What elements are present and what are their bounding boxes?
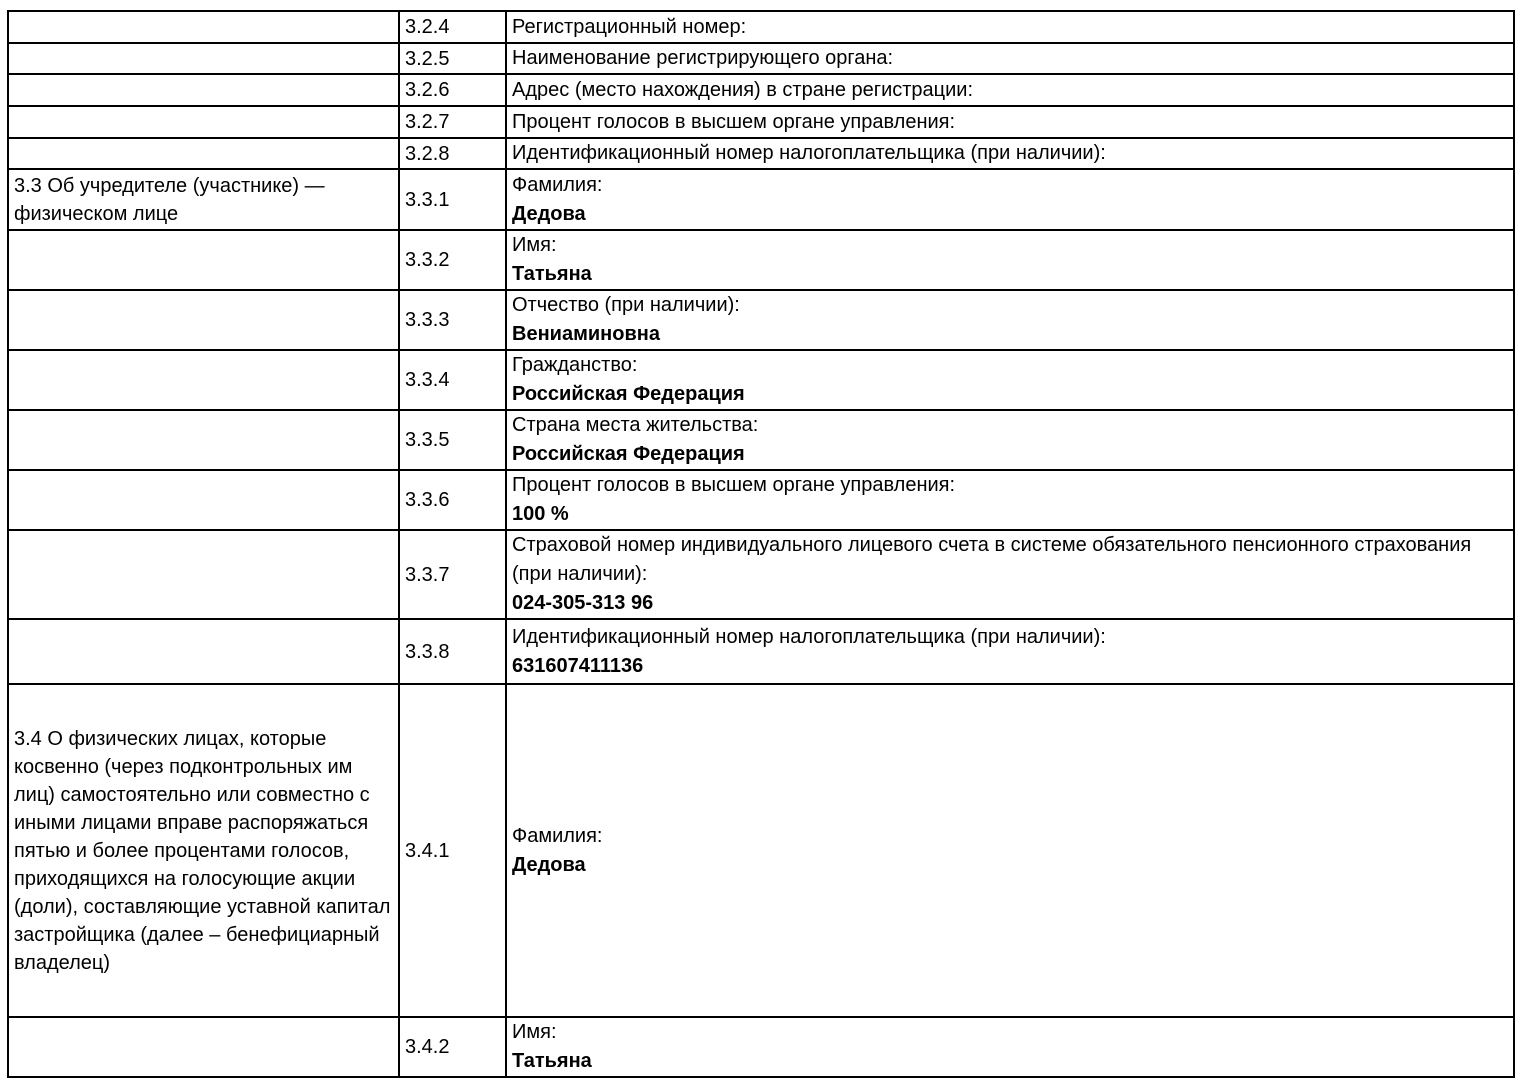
field-value: Российская Федерация <box>512 383 745 405</box>
table-row <box>8 530 1514 619</box>
item-number: 3.2.4 <box>399 11 506 43</box>
field-label: Наименование регистрирующего органа: <box>512 47 894 69</box>
table-row <box>8 169 1514 230</box>
item-number: 3.3.5 <box>399 410 506 470</box>
table-row <box>8 470 1514 530</box>
field-label: Гражданство: <box>512 354 638 376</box>
field-value: Российская Федерация <box>512 443 745 465</box>
field-cell <box>506 410 1514 470</box>
item-number: 3.3.7 <box>399 530 506 619</box>
field-cell <box>506 290 1514 350</box>
field-value: Дедова <box>512 853 586 876</box>
item-number: 3.2.7 <box>399 106 506 138</box>
field-cell <box>506 530 1514 619</box>
item-number: 3.3.6 <box>399 470 506 530</box>
item-number: 3.4.2 <box>399 1017 506 1077</box>
field-value: Татьяна <box>512 1050 592 1072</box>
table-row <box>8 350 1514 410</box>
section-cell <box>8 106 399 138</box>
item-number: 3.2.5 <box>399 43 506 74</box>
table-row <box>8 138 1514 169</box>
field-label: Процент голосов в высшем органе управления: <box>512 110 956 133</box>
field-cell <box>506 11 1514 43</box>
field-label: Адрес (место нахождения) в стране регистрации: <box>512 78 974 101</box>
section-cell <box>8 43 399 74</box>
table-row <box>8 74 1514 106</box>
field-cell <box>506 138 1514 169</box>
field-cell <box>506 169 1514 230</box>
section-cell <box>8 619 399 684</box>
section-cell: 3.4 О физических лицах, которые косвенно (через подконтрольных им лиц) самостоятельно или совместно с иными лицами вправе распоряжаться пятью и более процентами голосов, приходящихся на голосующие акции (доли), составляющие уставной капитал застройщика (далее – бенефициарный владелец) <box>8 684 399 1017</box>
field-label: Страна места жительства: <box>512 414 759 436</box>
field-value: 631607411136 <box>512 654 644 677</box>
section-cell <box>8 290 399 350</box>
section-cell: 3.3 Об учредителе (участнике) — физическом лице <box>8 169 399 230</box>
section-cell <box>8 74 399 106</box>
field-cell <box>506 230 1514 290</box>
table-row <box>8 619 1514 684</box>
field-value: Дедова <box>512 202 586 225</box>
field-label: Фамилия: <box>512 824 603 847</box>
field-label: Процент голосов в высшем органе управления: <box>512 474 956 496</box>
table-row <box>8 11 1514 43</box>
item-number: 3.2.6 <box>399 74 506 106</box>
field-label: Идентификационный номер налогоплательщика (при наличии): <box>512 625 1106 648</box>
field-value: Татьяна <box>512 263 592 285</box>
table-row <box>8 230 1514 290</box>
field-label: Регистрационный номер: <box>512 15 747 38</box>
field-label: Имя: <box>512 234 557 256</box>
field-cell <box>506 619 1514 684</box>
item-number: 3.3.4 <box>399 350 506 410</box>
section-cell <box>8 350 399 410</box>
table-row <box>8 1017 1514 1077</box>
field-value: Вениаминовна <box>512 323 660 345</box>
field-value: 024-305-313 96 <box>512 592 654 614</box>
field-value: 100 % <box>512 503 569 525</box>
item-number: 3.3.8 <box>399 619 506 684</box>
field-label: Идентификационный номер налогоплательщика (при наличии): <box>512 142 1106 164</box>
section-cell <box>8 1017 399 1077</box>
section-cell <box>8 530 399 619</box>
field-label: Имя: <box>512 1021 557 1043</box>
item-number: 3.4.1 <box>399 684 506 1017</box>
item-number: 3.2.8 <box>399 138 506 169</box>
table-row <box>8 684 1514 1017</box>
field-cell <box>506 106 1514 138</box>
section-cell <box>8 410 399 470</box>
item-number: 3.3.3 <box>399 290 506 350</box>
field-label: Фамилия: <box>512 173 603 196</box>
section-cell <box>8 11 399 43</box>
table-row <box>8 106 1514 138</box>
field-cell <box>506 43 1514 74</box>
field-cell <box>506 350 1514 410</box>
section-cell <box>8 138 399 169</box>
field-label: Страховой номер индивидуального лицевого счета в системе обязательного пенсионного страхования (при наличии): <box>512 534 1472 585</box>
field-cell <box>506 470 1514 530</box>
section-cell <box>8 470 399 530</box>
declaration-table <box>7 10 1515 1078</box>
field-cell <box>506 684 1514 1017</box>
table-row <box>8 43 1514 74</box>
item-number: 3.3.1 <box>399 169 506 230</box>
section-cell <box>8 230 399 290</box>
item-number: 3.3.2 <box>399 230 506 290</box>
field-label: Отчество (при наличии): <box>512 294 740 316</box>
table-row <box>8 410 1514 470</box>
table-row <box>8 290 1514 350</box>
field-cell <box>506 74 1514 106</box>
field-cell <box>506 1017 1514 1077</box>
